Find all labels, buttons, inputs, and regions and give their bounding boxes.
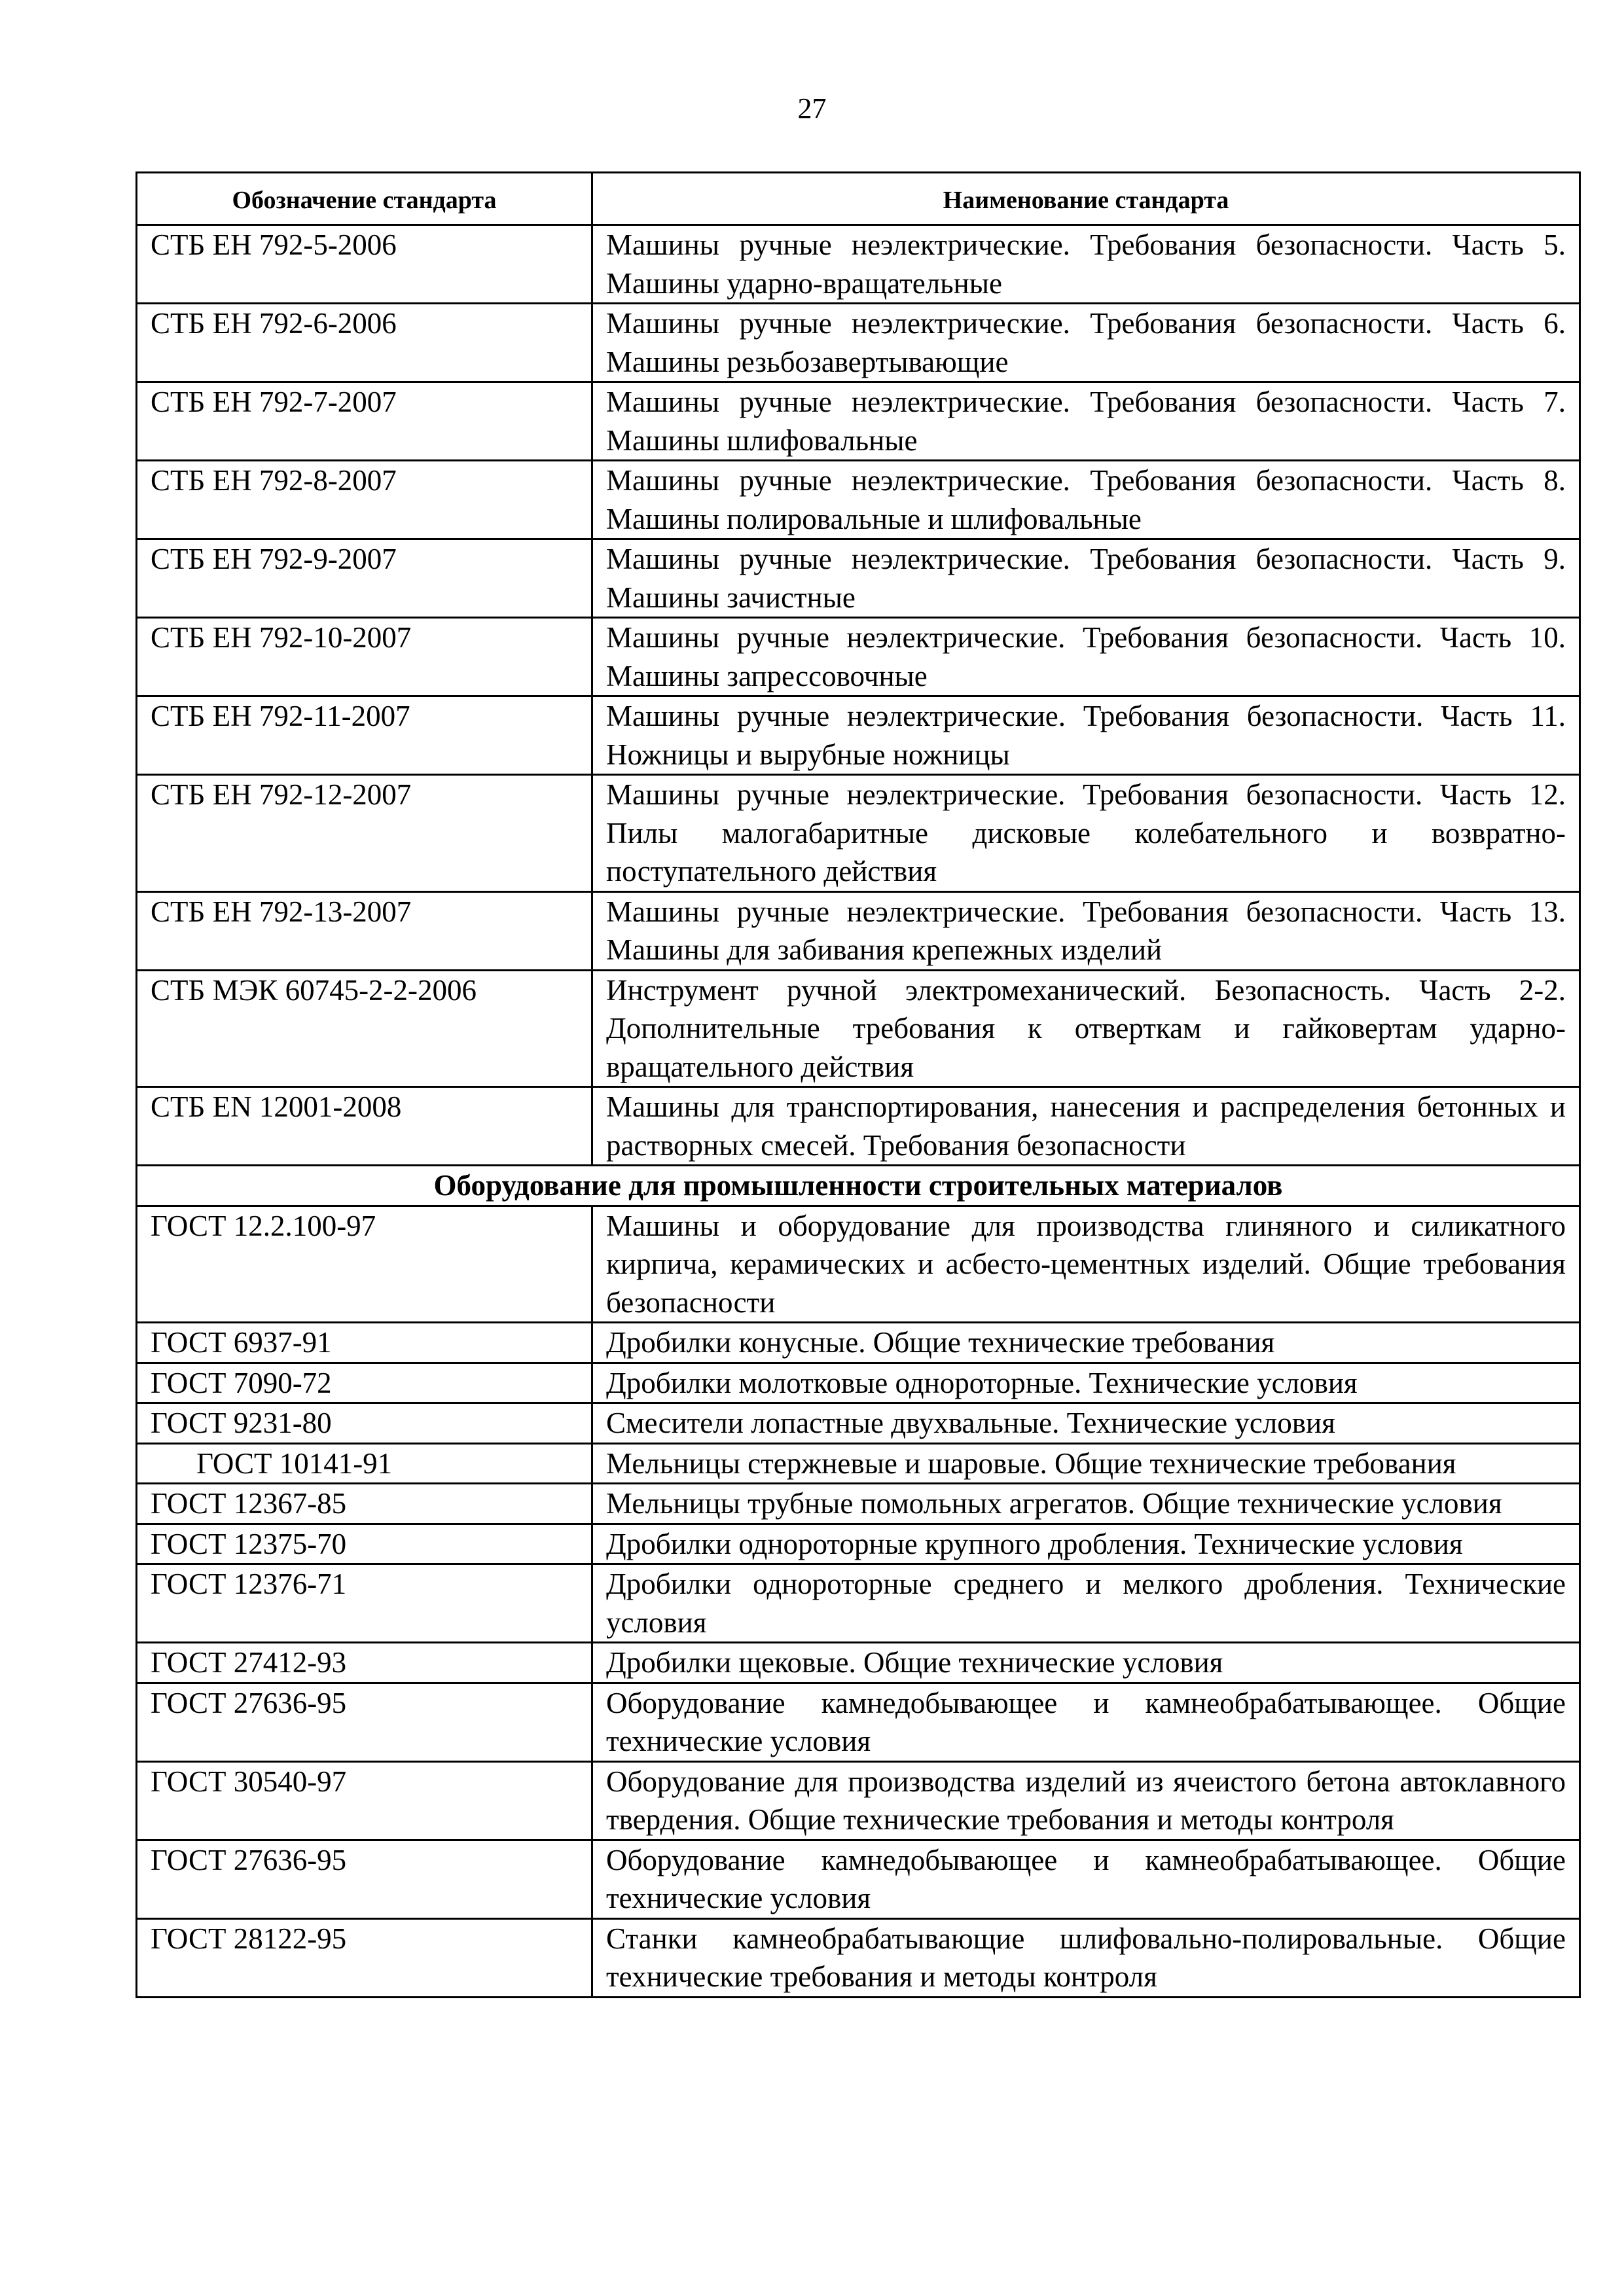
page-number: 27 (797, 92, 827, 124)
table-row (137, 382, 1580, 461)
standard-code: ГОСТ 9231-80 (137, 1403, 592, 1444)
standard-name: Инструмент ручной электромеханический. Безопасность. Часть 2-2. Дополнительные требования к отверткам и гайковертам ударно-вращательного действия (592, 970, 1580, 1087)
section-title: Оборудование для промышленности строительных материалов (137, 1166, 1580, 1206)
table-row (137, 618, 1580, 696)
standard-name: Мельницы стержневые и шаровые. Общие технические требования (592, 1443, 1580, 1484)
standard-name: Машины ручные неэлектрические. Требования безопасности. Часть 8. Машины полировальные и шлифовальные (592, 461, 1580, 539)
standard-name: Станки камнеобрабатывающие шлифовально-полировальные. Общие технические требования и методы контроля (592, 1918, 1580, 1997)
table-row (137, 1524, 1580, 1564)
standard-name: Машины ручные неэлектрические. Требования безопасности. Часть 7. Машины шлифовальные (592, 382, 1580, 461)
table-row (137, 1761, 1580, 1840)
table-row (137, 304, 1580, 382)
standard-name: Машины ручные неэлектрические. Требования безопасности. Часть 11. Ножницы и вырубные ножницы (592, 696, 1580, 775)
standard-code: ГОСТ 7090-72 (137, 1363, 592, 1403)
table-row (137, 1323, 1580, 1363)
table-row (137, 1918, 1580, 1997)
standard-code: ГОСТ 27636-95 (137, 1683, 592, 1761)
standard-code: ГОСТ 12376-71 (137, 1564, 592, 1643)
standard-name: Оборудование камнедобывающее и камнеобрабатывающее. Общие технические условия (592, 1840, 1580, 1918)
standard-name: Дробилки молотковые однороторные. Технические условия (592, 1363, 1580, 1403)
standard-name: Машины ручные неэлектрические. Требования безопасности. Часть 5. Машины ударно-вращательные (592, 225, 1580, 304)
table-row (137, 1206, 1580, 1323)
standard-name: Машины и оборудование для производства глиняного и силикатного кирпича, керамических и асбесто-цементных изделий. Общие требования безопасности (592, 1206, 1580, 1323)
table-row (137, 1643, 1580, 1683)
table-row (137, 775, 1580, 892)
standard-code: ГОСТ 10141-91 (137, 1443, 592, 1484)
table-row (137, 539, 1580, 618)
table-row (137, 1840, 1580, 1918)
standard-name: Оборудование камнедобывающее и камнеобрабатывающее. Общие технические условия (592, 1683, 1580, 1761)
table-row (137, 1087, 1580, 1166)
standard-name: Дробилки однороторные крупного дробления. Технические условия (592, 1524, 1580, 1564)
standard-name: Дробилки конусные. Общие технические требования (592, 1323, 1580, 1363)
standard-code: СТБ ЕН 792-12-2007 (137, 775, 592, 892)
standard-name: Смесители лопастные двухвальные. Технические условия (592, 1403, 1580, 1444)
table-row (137, 1484, 1580, 1524)
table-row (137, 696, 1580, 775)
standards-table (135, 171, 1581, 1998)
section-header-row (137, 1166, 1580, 1206)
standard-code: СТБ ЕН 792-10-2007 (137, 618, 592, 696)
table-row (137, 970, 1580, 1087)
standard-code: СТБ ЕН 792-7-2007 (137, 382, 592, 461)
table-row (137, 225, 1580, 304)
header-code: Обозначение стандарта (137, 173, 592, 225)
standard-code: ГОСТ 27636-95 (137, 1840, 592, 1918)
table-row (137, 1683, 1580, 1761)
standard-code: СТБ ЕН 792-5-2006 (137, 225, 592, 304)
standard-code: СТБ МЭК 60745-2-2-2006 (137, 970, 592, 1087)
standard-code: СТБ EN 12001-2008 (137, 1087, 592, 1166)
standards-table-container (135, 171, 1579, 1998)
standard-code: СТБ ЕН 792-13-2007 (137, 891, 592, 970)
standard-name: Мельницы трубные помольных агрегатов. Общие технические условия (592, 1484, 1580, 1524)
standard-code: ГОСТ 28122-95 (137, 1918, 592, 1997)
table-row (137, 1363, 1580, 1403)
standard-name: Машины ручные неэлектрические. Требования безопасности. Часть 12. Пилы малогабаритные дисковые колебательного и возвратно-поступательного действия (592, 775, 1580, 892)
standard-code: СТБ ЕН 792-11-2007 (137, 696, 592, 775)
header-name: Наименование стандарта (592, 173, 1580, 225)
standard-code: ГОСТ 6937-91 (137, 1323, 592, 1363)
table-row (137, 1403, 1580, 1444)
standard-code: СТБ ЕН 792-9-2007 (137, 539, 592, 618)
standard-code: СТБ ЕН 792-6-2006 (137, 304, 592, 382)
standard-name: Машины ручные неэлектрические. Требования безопасности. Часть 6. Машины резьбозавертывающие (592, 304, 1580, 382)
table-row (137, 891, 1580, 970)
standard-name: Дробилки однороторные среднего и мелкого дробления. Технические условия (592, 1564, 1580, 1643)
table-row (137, 1564, 1580, 1643)
table-header-row (137, 173, 1580, 225)
standard-code: ГОСТ 12.2.100-97 (137, 1206, 592, 1323)
standard-name: Машины ручные неэлектрические. Требования безопасности. Часть 13. Машины для забивания крепежных изделий (592, 891, 1580, 970)
standard-code: ГОСТ 30540-97 (137, 1761, 592, 1840)
table-row (137, 461, 1580, 539)
standard-name: Машины для транспортирования, нанесения и распределения бетонных и растворных смесей. Требования безопасности (592, 1087, 1580, 1166)
standard-code: СТБ ЕН 792-8-2007 (137, 461, 592, 539)
standard-name: Машины ручные неэлектрические. Требования безопасности. Часть 10. Машины запрессовочные (592, 618, 1580, 696)
standard-name: Машины ручные неэлектрические. Требования безопасности. Часть 9. Машины зачистные (592, 539, 1580, 618)
standard-name: Оборудование для производства изделий из ячеистого бетона автоклавного твердения. Общие технические требования и методы контроля (592, 1761, 1580, 1840)
standard-code: ГОСТ 12367-85 (137, 1484, 592, 1524)
standard-code: ГОСТ 12375-70 (137, 1524, 592, 1564)
table-row (137, 1443, 1580, 1484)
standard-code: ГОСТ 27412-93 (137, 1643, 592, 1683)
standard-name: Дробилки щековые. Общие технические условия (592, 1643, 1580, 1683)
